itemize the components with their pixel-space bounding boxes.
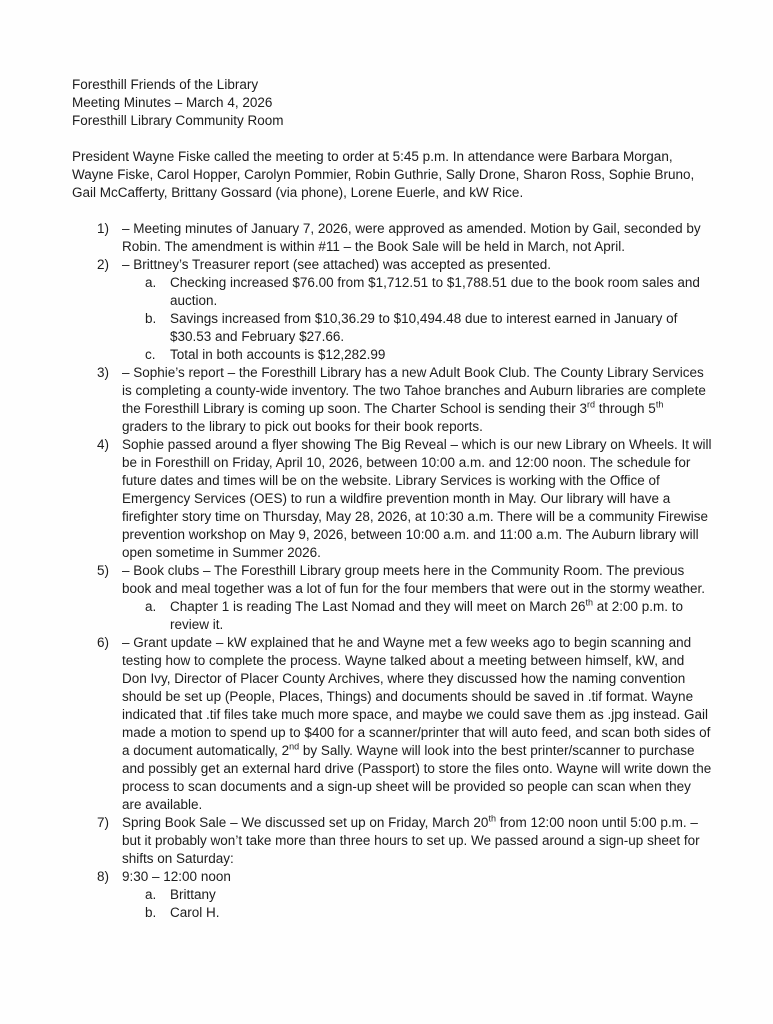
list-item-body <box>122 436 712 562</box>
list-item-text <box>122 256 712 274</box>
list-item-body <box>122 364 712 436</box>
ordinal-superscript: th <box>488 813 496 824</box>
list-item <box>72 220 712 256</box>
ordinal-superscript: th <box>585 597 593 608</box>
text-run: Carol H. <box>170 905 220 920</box>
sub-item-letter: a. <box>145 887 157 902</box>
text-run: Savings increased from $10,36.29 to $10,494.48 due to interest earned in January of $30.53 and February $27.66. <box>170 311 678 344</box>
sub-item-letter: b. <box>145 311 157 326</box>
text-run: Checking increased $76.00 from $1,712.51 to $1,788.51 due to the book room sales and auction. <box>170 275 700 308</box>
sub-item-text <box>170 274 712 310</box>
list-item-body <box>122 256 712 364</box>
list-item-number: 8) <box>97 869 110 884</box>
sub-list-item <box>145 274 712 310</box>
list-item-body <box>122 562 712 634</box>
sub-item-letter: c. <box>145 347 156 362</box>
list-item-text <box>122 436 712 562</box>
list-item-text <box>122 814 712 868</box>
list-item-body <box>122 814 712 868</box>
sub-item-text <box>170 598 712 634</box>
text-run: Chapter 1 is reading The Last Nomad and they will meet on March 26 <box>170 599 586 614</box>
text-run: from 12:00 noon until 5:00 p.m. – but it probably won’t take more than three hours to set up. We passed around a sign-up sheet for shifts on Saturday: <box>122 815 700 866</box>
text-run: Total in both accounts is $12,282.99 <box>170 347 386 362</box>
text-run: – Meeting minutes of January 7, 2026, were approved as amended. Motion by Gail, seconded by Robin. The amendment is within #11 – the Book Sale will be held in March, not April. <box>122 221 701 254</box>
sub-item-letter: b. <box>145 905 157 920</box>
list-item-text <box>122 220 712 256</box>
ordinal-superscript: rd <box>587 399 596 410</box>
list-item-number: 4) <box>97 437 110 452</box>
list-item <box>72 364 712 436</box>
text-run: Spring Book Sale – We discussed set up on Friday, March 20 <box>122 815 489 830</box>
list-item <box>72 256 712 364</box>
list-item <box>72 436 712 562</box>
sub-item-letter: a. <box>145 599 157 614</box>
sub-item-text <box>170 310 712 346</box>
sub-item-text <box>170 886 712 904</box>
sub-item-letter: a. <box>145 275 157 290</box>
sub-item-text <box>170 346 712 364</box>
text-run: at 2:00 p.m. to review it. <box>170 599 684 632</box>
list-item-number: 5) <box>97 563 110 578</box>
text-run: – Sophie’s report – the Foresthill Library has a new Adult Book Club. The County Library Services is completing a county-wide inventory. The two Tahoe branches and Auburn libraries are complete the Foresthill Library is coming up soon. The Charter School is sending their 3 <box>122 365 706 416</box>
org-title: Foresthill Friends of the Library <box>72 77 259 92</box>
sub-list-item <box>145 886 712 904</box>
ordinal-superscript: th <box>655 399 664 410</box>
list-item-number: 2) <box>97 257 110 272</box>
minutes-list <box>72 220 712 922</box>
list-item <box>72 868 712 922</box>
list-item-text <box>122 634 712 814</box>
list-item <box>72 634 712 814</box>
text-run: – Brittney’s Treasurer report (see attached) was accepted as presented. <box>122 257 551 272</box>
list-item-text <box>122 562 712 598</box>
sub-list-item <box>145 310 712 346</box>
text-run: 9:30 – 12:00 noon <box>122 869 231 884</box>
text-run: – Grant update – kW explained that he and Wayne met a few weeks ago to begin scanning and testing how to complete the process. Wayne talked about a meeting between himself, kW, and Don Ivy, Director of Placer County Archives, where they discussed how the naming convention should be set up (People, Places, Things) and documents should be saved in .tif format. Wayne indicated that .tif files take much more space, and maybe we could save them as .jpg instead. Gail made a motion to spend up to $400 for a scanner/printer that will auto feed, and scan both sides of a document automatically, 2 <box>122 635 711 758</box>
sub-list-item <box>145 346 712 364</box>
sub-item-text <box>170 904 712 922</box>
document-header <box>72 76 712 130</box>
list-item-body <box>122 868 712 922</box>
text-run: Brittany <box>170 887 216 902</box>
list-item-number: 7) <box>97 815 110 830</box>
list-item <box>72 814 712 868</box>
list-item-text <box>122 364 712 436</box>
text-run: graders to the library to pick out books for their book reports. <box>122 419 483 434</box>
minutes-date-line: Meeting Minutes – March 4, 2026 <box>72 95 273 110</box>
text-run: – Book clubs – The Foresthill Library group meets here in the Community Room. The previous book and meal together was a lot of fun for the four members that were out in the stormy weather. <box>122 563 706 596</box>
list-item-number: 1) <box>97 221 110 236</box>
list-item <box>72 562 712 634</box>
sub-list-item <box>145 598 712 634</box>
sub-list-item <box>145 904 712 922</box>
list-item-text <box>122 868 712 886</box>
list-item-number: 6) <box>97 635 110 650</box>
meeting-minutes-document <box>72 76 712 922</box>
text-run: by Sally. Wayne will look into the best printer/scanner to purchase and possibly get an external hard drive (Passport) to store the files onto. Wayne will write down the process to scan documents and a sign-up sheet will be provided so people can scan when they are available. <box>122 743 712 812</box>
list-item-body <box>122 634 712 814</box>
text-run: Sophie passed around a flyer showing The Big Reveal – which is our new Library on Wheels. It will be in Foresthill on Friday, April 10, 2026, between 10:00 a.m. and 12:00 noon. The schedule for future dates and times will be on the website. Library Services is working with the Office of Emergency Services (OES) to run a wildfire prevention month in May. Our library will have a firefighter story time on Thursday, May 28, 2026, at 10:30 a.m. There will be a community Firewise prevention workshop on May 9, 2026, between 10:00 a.m. and 11:00 a.m. The Auburn library will open sometime in Summer 2026. <box>122 437 712 560</box>
intro-paragraph: President Wayne Fiske called the meeting to order at 5:45 p.m. In attendance were Barbara Morgan, Wayne Fiske, Carol Hopper, Carolyn Pommier, Robin Guthrie, Sally Drone, Sharon Ross, Sophie Bruno, Gail McCafferty, Brittany Gossard (via phone), Lorene Euerle, and kW Rice. <box>72 149 695 200</box>
list-item-number: 3) <box>97 365 110 380</box>
location-line: Foresthill Library Community Room <box>72 113 284 128</box>
text-run: through 5 <box>595 401 656 416</box>
ordinal-superscript: nd <box>289 741 300 752</box>
list-item-body <box>122 220 712 256</box>
